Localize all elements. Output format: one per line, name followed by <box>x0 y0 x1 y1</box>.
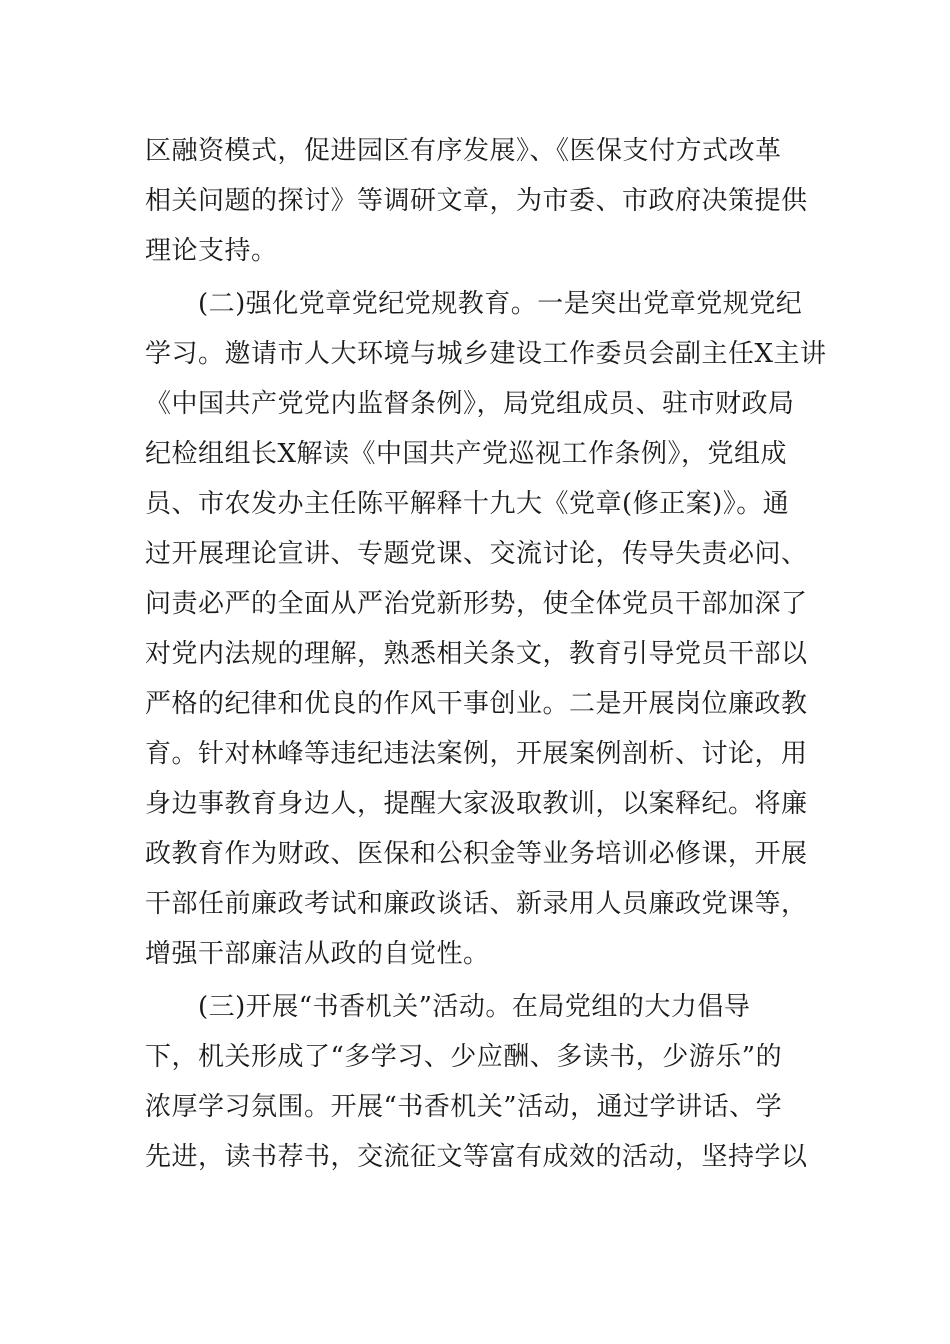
text-line: 育。针对林峰等违纪违法案例，开展案例剖析、讨论，用 <box>145 739 808 769</box>
text-line: 下，机关形成了“多学习、少应酬、多读书，少游乐”的 <box>145 1042 783 1072</box>
text-line: 问责必严的全面从严治党新形势，使全体党员干部加深了 <box>145 589 808 619</box>
text-line: 对党内法规的理解，熟悉相关条文，教育引导党员干部以 <box>145 639 808 669</box>
text-line: 《中国共产党党内监督条例》，局党组成员、驻市财政局 <box>145 389 795 419</box>
text-line: 先进，读书荐书，交流征文等富有成效的活动，坚持学以 <box>145 1142 808 1172</box>
text-line: 严格的纪律和优良的作风干事创业。二是开展岗位廉政教 <box>145 689 808 719</box>
text-line: 纪检组组长X解读《中国共产党巡视工作条例》，党组成 <box>145 439 788 469</box>
text-line: 理论支持。 <box>145 236 278 266</box>
text-line: 相关问题的探讨》等调研文章，为市委、市政府决策提供 <box>145 186 808 216</box>
text-line: 干部任前廉政考试和廉政谈话、新录用人员廉政党课等， <box>145 889 808 919</box>
text-line: 身边事教育身边人，提醒大家汲取教训，以案释纪。将廉 <box>145 789 808 819</box>
text-line: 员、市农发办主任陈平解释十九大《党章(修正案)》。通 <box>145 489 790 519</box>
text-line: 学习。邀请市人大环境与城乡建设工作委员会副主任X主讲 <box>145 339 827 369</box>
text-line: 增强干部廉洁从政的自觉性。 <box>145 939 490 969</box>
text-line: 政教育作为财政、医保和公积金等业务培训必修课，开展 <box>145 839 808 869</box>
text-line: 区融资模式，促进园区有序发展》、《医保支付方式改革 <box>145 136 782 166</box>
section-heading-line: (三)开展“书香机关”活动。在局党组的大力倡导 <box>198 992 751 1022</box>
text-line: 过开展理论宣讲、专题党课、交流讨论，传导失责必问、 <box>145 539 808 569</box>
text-line: 浓厚学习氛围。开展“书香机关”活动，通过学讲话、学 <box>145 1092 783 1122</box>
section-heading-line: (二)强化党章党纪党规教育。一是突出党章党规党纪 <box>198 289 803 319</box>
